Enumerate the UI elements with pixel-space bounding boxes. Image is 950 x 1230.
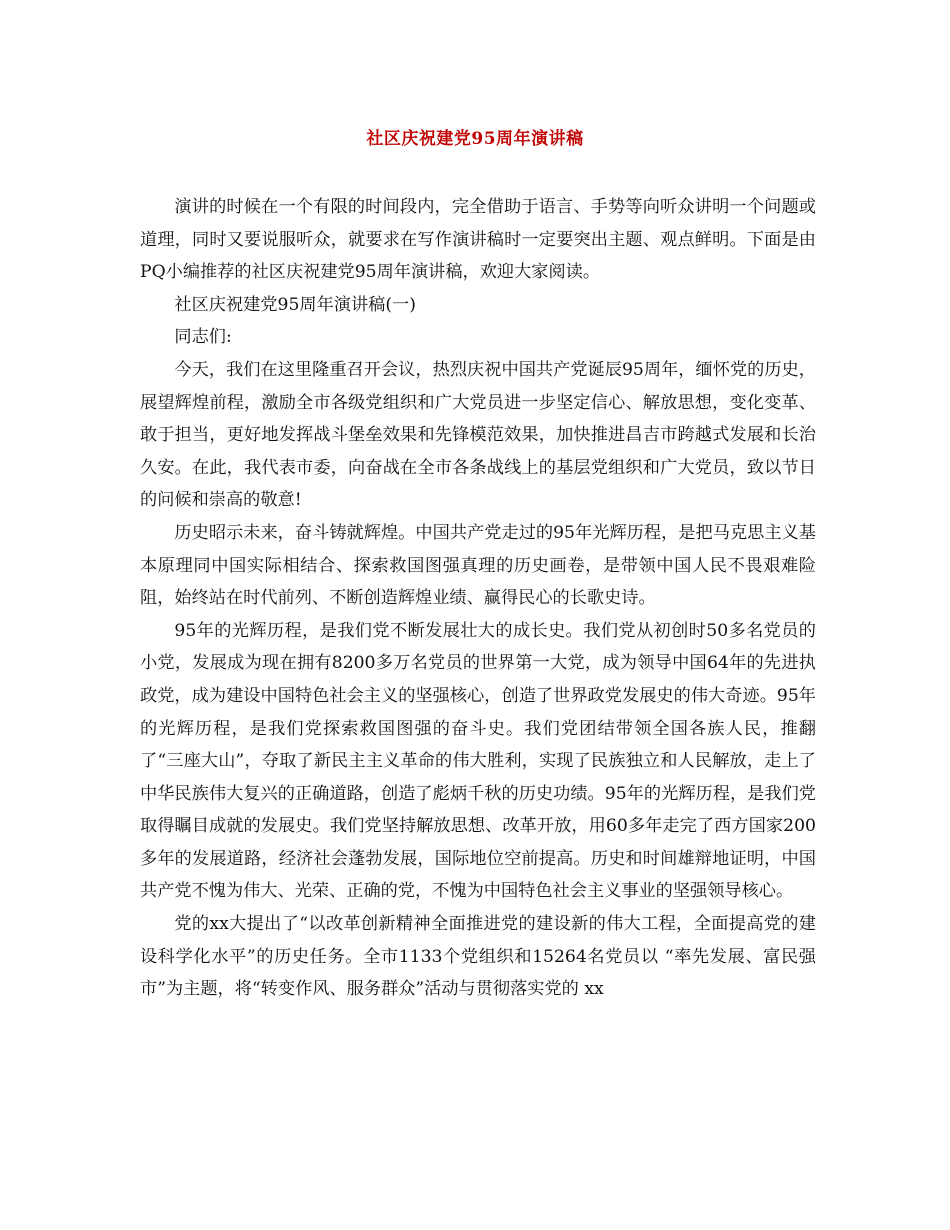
paragraph-salutation: 同志们:	[174, 327, 232, 348]
paragraph-opening: 今天，我们在这里隆重召开会议，热烈庆祝中国共产党诞辰95周年，缅怀党的历史，展望辉煌前程，激励全市各级党组织和广大党员进一步坚定信心、解放思想，变化变革、敢于担当，更好地发挥战斗堡垒效果和先锋模范效果，加快推进昌吉市跨越式发展和长治久安。在此，我代表市委，向奋战在全市各条战线上的基层党组织和广大党员，致以节日的问候和崇高的敬意!	[140, 359, 816, 511]
paragraph-subtitle: 社区庆祝建党95周年演讲稿(一)	[174, 294, 416, 315]
document-title: 社区庆祝建党95周年演讲稿	[366, 129, 584, 149]
paragraph-history: 历史昭示未来，奋斗铸就辉煌。中国共产党走过的95年光辉历程，是把马克思主义基本原理同中国实际相结合、探索救国图强真理的历史画卷，是带领中国人民不畏艰难险阻，始终站在时代前列、不断创造辉煌业绩、赢得民心的长歌史诗。	[140, 522, 816, 609]
paragraph-achievements: 95年的光辉历程，是我们党不断发展壮大的成长史。我们党从初创时50多名党员的小党，发展成为现在拥有8200多万名党员的世界第一大党，成为领导中国64年的先进执政党，成为建设中国特色社会主义的坚强核心，创造了世界政党发展史的伟大奇迹。95年的光辉历程，是我们党探索救国图强的奋斗史。我们党团结带领全国各族人民，推翻了“三座大山”，夺取了新民主主义革命的伟大胜利，实现了民族独立和人民解放，走上了中华民族伟大复兴的正确道路，创造了彪炳千秋的历史功绩。95年的光辉历程，是我们党取得瞩目成就的发展史。我们党坚持解放思想、改革开放，用60多年走完了西方国家200多年的发展道路，经济社会蓬勃发展，国际地位空前提高。历史和时间雄辩地证明，中国共产党不愧为伟大、光荣、正确的党，不愧为中国特色社会主义事业的坚强领导核心。	[140, 620, 816, 902]
paragraph-tasks: 党的xx大提出了“以改革创新精神全面推进党的建设新的伟大工程，全面提高党的建设科学化水平”的历史任务。全市1133个党组织和15264名党员以 “率先发展、富民强市”为主题，将“转变作风、服务群众”活动与贯彻落实党的 xx	[140, 914, 816, 1000]
paragraph-intro: 演讲的时候在一个有限的时间段内，完全借助于语言、手势等向听众讲明一个问题或道理，同时又要说服听众，就要求在写作演讲稿时一定要突出主题、观点鲜明。下面是由PQ小编推荐的社区庆祝建党95周年演讲稿，欢迎大家阅读。	[140, 197, 816, 283]
document-body	[140, 191, 816, 1006]
